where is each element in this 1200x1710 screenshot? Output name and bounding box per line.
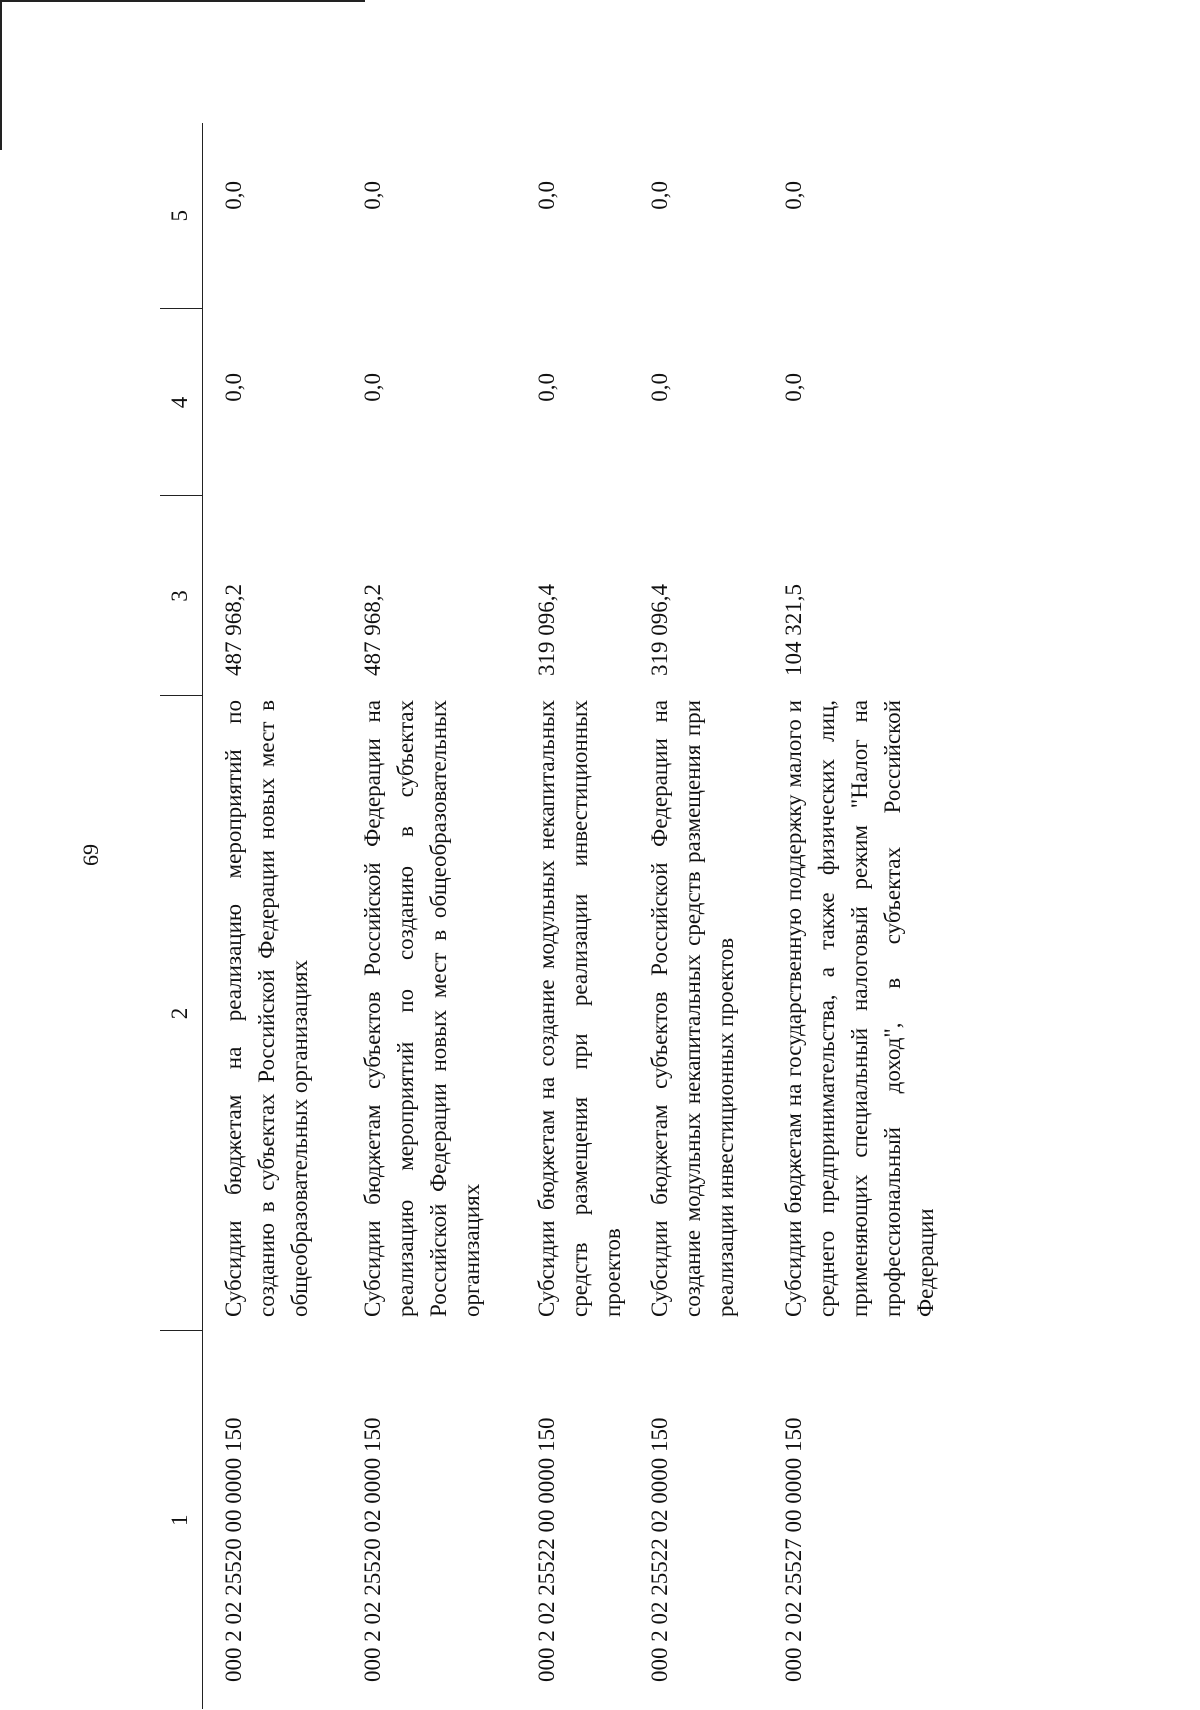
amount-col4-cell: 0,0 <box>360 373 385 402</box>
amount-col4-cell: 0,0 <box>534 373 559 402</box>
column-header-1: 1 <box>160 1331 203 1709</box>
table-row <box>763 123 967 1709</box>
description-cell: Субсидии бюджетам на реализацию мероприятий по созданию в субъектах Российской Федерации новых мест в общеобразовательных организациях <box>221 700 312 1317</box>
table-row <box>342 123 516 1709</box>
amount-col5-cell: 0,0 <box>534 181 559 210</box>
amount-col5-cell: 0,0 <box>360 181 385 210</box>
amount-col4-cell: 0,0 <box>647 373 672 402</box>
budget-code-cell: 000 2 02 25522 00 0000 150 <box>534 1417 559 1682</box>
amount-col5-cell: 0,0 <box>221 181 246 210</box>
budget-code-cell: 000 2 02 25522 02 0000 150 <box>647 1417 672 1682</box>
column-header-5: 5 <box>160 123 203 309</box>
column-header-3: 3 <box>160 496 203 696</box>
amount-cell: 319 096,4 <box>534 584 559 676</box>
amount-cell: 104 321,5 <box>781 584 806 676</box>
budget-code-cell: 000 2 02 25520 00 0000 150 <box>221 1417 246 1682</box>
description-cell: Субсидии бюджетам субъектов Российской Федерации на создание модульных некапитальных средств размещения при реализации инвестиционных проектов <box>647 700 738 1317</box>
table-header-row <box>160 123 203 1709</box>
amount-col5-cell: 0,0 <box>647 181 672 210</box>
amount-col5-cell: 0,0 <box>781 181 806 210</box>
amount-col4-cell: 0,0 <box>781 373 806 402</box>
budget-table <box>160 123 967 1709</box>
table-row <box>629 123 763 1709</box>
description-cell: Субсидии бюджетам субъектов Российской Федерации на реализацию мероприятий по созданию в субъектах Российской Федерации новых мест в общеобразовательных организациях <box>360 700 484 1317</box>
column-header-4: 4 <box>160 309 203 496</box>
amount-cell: 487 968,2 <box>360 584 385 676</box>
amount-cell: 487 968,2 <box>221 584 246 676</box>
description-cell: Субсидии бюджетам на государственную поддержку малого и среднего предпринимательства, а также физических лиц, применяющих специальный налоговый режим "Налог на профессиональный доход", в субъектах Российской Федерации <box>781 700 938 1317</box>
budget-code-cell: 000 2 02 25527 00 0000 150 <box>781 1417 806 1682</box>
table-row <box>203 123 343 1709</box>
column-header-2: 2 <box>160 696 203 1331</box>
amount-cell: 319 096,4 <box>647 584 672 676</box>
table-row <box>516 123 629 1709</box>
budget-code-cell: 000 2 02 25520 02 0000 150 <box>360 1417 385 1682</box>
page-number: 69 <box>78 844 103 866</box>
amount-col4-cell: 0,0 <box>221 373 246 402</box>
description-cell: Субсидии бюджетам на создание модульных некапитальных средств размещения при реализации инвестиционных проектов <box>534 700 625 1317</box>
